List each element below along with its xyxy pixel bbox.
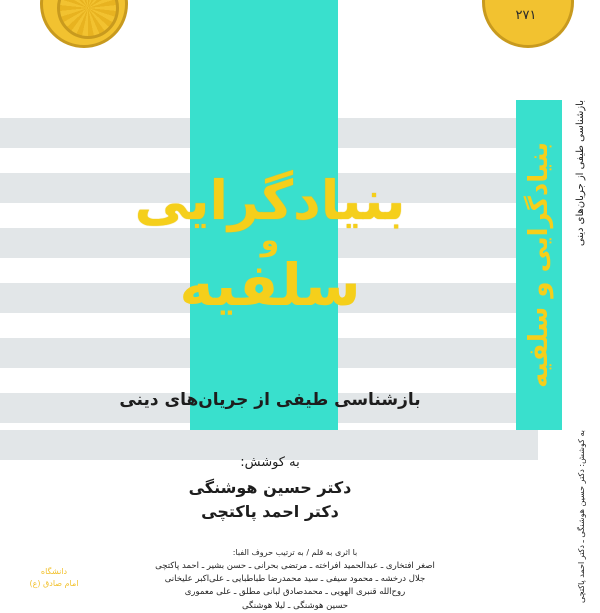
contributors-block [95,548,495,613]
editors-label: به کوشش: [240,455,300,470]
spine-editors-text: به کوشش: دکتر حسین هوشنگی ـ دکتر احمد پاکتچی [577,430,586,603]
spine-title [518,110,560,420]
publisher-mark [24,566,84,590]
editors-block [120,455,420,524]
spine-subtitle [575,100,586,400]
series-number: ۲۷۱ [515,8,537,23]
cover-subtitle: بازشناسی طیفی از جریان‌های دینی [119,390,421,410]
spine-title-text: بنیادگرایی و سلفیه [524,142,554,388]
publisher-line-1: دانشگاه [40,567,68,576]
title-line-2: سلفیه [179,251,361,320]
publisher-emblem-icon [40,0,128,48]
contributors-line: روح‌الله قنبری الهویی ـ محمدصادق لبانی مطلق ـ علی معموری [184,587,406,598]
spine-editors [577,430,586,603]
cover-title-block [60,170,480,319]
contributors-line: حسین هوشنگی ـ لیلا هوشنگی [241,600,349,611]
spine-subtitle-text: بازشناسی طیفی از جریان‌های دینی [575,100,586,247]
contributors-line: اصغر افتخاری ـ عبدالحمید افراخته ـ مرتضی بحرانی ـ حسن بشیر ـ احمد پاکتچی [155,561,435,571]
contributors-line: جلال درخشه ـ محمود سیفی ـ سید محمدرضا طباطبایی ـ علی‌اکبر علیخانی [164,574,426,585]
publisher-line-2: امام صادق (ع) [29,579,79,588]
editor-name: دکتر حسین هوشنگی [188,478,352,497]
editor-name: دکتر احمد پاکتچی [201,502,339,521]
contributors-heading: با اثری به قلم / به ترتیب حروف الفبا: [232,548,358,557]
title-conjunction: و [260,223,280,259]
title-line-1: بنیادگرایی [134,169,406,232]
